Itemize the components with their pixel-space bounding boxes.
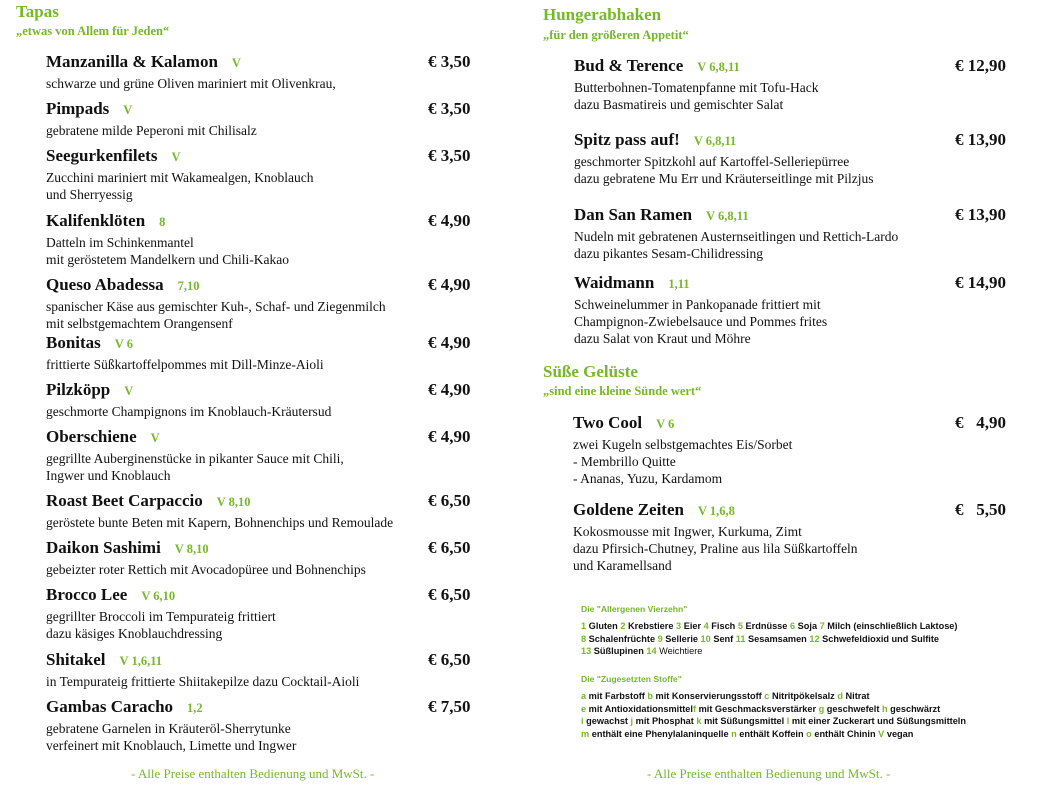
- legend-label: Schwefeldioxid und Sulfite: [819, 633, 940, 644]
- menu-item: [46, 538, 366, 578]
- menu-item-tag: V 8,10: [216, 495, 251, 509]
- menu-item-price: € 6,50: [428, 585, 471, 604]
- menu-item-price: € 3,50: [428, 99, 471, 118]
- legend-code: k: [696, 716, 702, 726]
- menu-item: [573, 500, 858, 574]
- hunger-subtitle: „für den größeren Appetit“: [543, 28, 689, 42]
- menu-item-price: € 12,90: [955, 56, 1006, 75]
- menu-item-name: [46, 650, 359, 671]
- menu-item-tag: V 6: [114, 337, 133, 351]
- menu-item-name: [573, 413, 792, 434]
- legend-label: geschwärzt: [887, 703, 941, 714]
- allergen-legend-title: Die "Allergenen Vierzehn": [581, 604, 688, 614]
- menu-item-name: [46, 380, 331, 401]
- legend-code: l: [786, 716, 790, 726]
- legend-line: [581, 620, 957, 633]
- legend-label: mit Geschmacksverstärker: [696, 703, 819, 714]
- legend-line: [581, 703, 966, 716]
- menu-item-title: Pimpads: [46, 99, 110, 118]
- menu-item-title: Goldene Zeiten: [573, 500, 684, 519]
- additive-legend-title: Die "Zugesetzten Stoffe": [581, 674, 682, 684]
- suesse-title: Süße Gelüste: [543, 362, 638, 381]
- legend-code: 5: [737, 621, 743, 631]
- menu-item-description: Champignon-Zwiebelsauce und Pommes frites: [574, 314, 828, 329]
- menu-item-price: € 4,90: [428, 380, 471, 399]
- allergen-legend: [581, 604, 957, 658]
- menu-item-name: [574, 205, 898, 226]
- menu-item-tag: 1,2: [187, 701, 203, 715]
- menu-item-tag: 7,10: [177, 279, 200, 293]
- menu-item-description: gegrillter Broccoli im Tempurateig frittiert: [46, 609, 276, 624]
- menu-item: [46, 491, 393, 531]
- legend-label: mit Phosphat: [633, 716, 697, 726]
- legend-code: 7: [819, 621, 825, 631]
- menu-item-price: € 6,50: [428, 538, 471, 557]
- menu-item-name: [573, 500, 858, 521]
- menu-item-description: und Karamellsand: [573, 558, 672, 573]
- legend-code: 8: [581, 633, 587, 644]
- menu-item-tag: V 1,6,8: [697, 504, 735, 518]
- menu-item-name: [46, 333, 324, 354]
- additive-lines: [581, 690, 966, 740]
- menu-item-price: € 4,90: [428, 333, 471, 352]
- tapas-title: Tapas: [16, 2, 59, 21]
- menu-item-tag: V 1,6,11: [119, 654, 163, 668]
- tapas-subtitle: „etwas von Allem für Jeden“: [16, 24, 170, 38]
- legend-label: Soja: [795, 621, 820, 631]
- menu-item: [574, 130, 874, 187]
- menu-item: [46, 275, 386, 332]
- menu-item-description: frittierte Süßkartoffelpommes mit Dill-Minze-Aioli: [46, 357, 324, 372]
- legend-code: c: [764, 691, 770, 701]
- menu-item-description: Datteln im Schinkenmantel: [46, 235, 194, 250]
- menu-item-description: dazu Basmatireis und gemischter Salat: [574, 97, 784, 112]
- menu-item-name: [46, 211, 289, 232]
- menu-item-description: - Membrillo Quitte: [573, 454, 676, 469]
- legend-code: f: [692, 703, 697, 714]
- menu-item-name: [46, 697, 296, 718]
- legend-label: enthält Chinin: [811, 728, 879, 739]
- menu-item-description: dazu Salat von Kraut und Möhre: [574, 331, 751, 346]
- legend-line: [581, 715, 966, 728]
- menu-item-description: Kokosmousse mit Ingwer, Kurkuma, Zimt: [573, 524, 802, 539]
- menu-item: [46, 146, 313, 203]
- menu-item-price: € 6,50: [428, 650, 471, 669]
- menu-item-title: Brocco Lee: [46, 585, 128, 604]
- menu-item-description: zwei Kugeln selbstgemachtes Eis/Sorbet: [573, 437, 793, 452]
- menu-item-name: [46, 491, 393, 512]
- legend-code: 9: [657, 633, 663, 644]
- menu-item-description: und Sherryessig: [46, 187, 133, 202]
- menu-item-tag: V 8,10: [174, 542, 209, 556]
- menu-item-description: - Ananas, Yuzu, Kardamom: [573, 471, 723, 486]
- legend-label: mit Süßungsmittel: [701, 716, 787, 726]
- menu-item-name: [574, 130, 874, 151]
- menu-item-title: Dan San Ramen: [574, 205, 693, 224]
- menu-item-title: Manzanilla & Kalamon: [46, 52, 218, 71]
- legend-label: Gluten: [586, 621, 621, 631]
- menu-item-price: € 3,50: [428, 146, 471, 165]
- legend-label: enthält eine Phenylalaninquelle: [589, 728, 732, 739]
- menu-item-description: dazu pikantes Sesam-Chilidressing: [574, 246, 763, 261]
- legend-label: gewachst: [583, 716, 631, 726]
- menu-item-description: dazu Pfirsich-Chutney, Praline aus lila Süßkartoffeln: [573, 541, 858, 556]
- menu-item-description: dazu käsiges Knoblauchdressing: [46, 626, 223, 641]
- menu-item-price: € 5,50: [955, 500, 1006, 519]
- legend-label: Eier: [681, 621, 704, 631]
- legend-label: Schalenfrüchte: [586, 633, 658, 644]
- legend-code: 2: [620, 621, 626, 631]
- menu-item-title: Spitz pass auf!: [574, 130, 680, 149]
- menu-item-price: € 4,90: [955, 413, 1006, 432]
- menu-item-description: gebratene Garnelen in Kräuteröl-Sherrytunke: [46, 721, 291, 736]
- legend-code: i: [581, 716, 584, 726]
- menu-item: [574, 273, 827, 347]
- menu-item: [46, 211, 289, 268]
- menu-item-price: € 14,90: [955, 273, 1006, 292]
- legend-label: Sellerie: [662, 633, 701, 644]
- menu-item-price: € 6,50: [428, 491, 471, 510]
- legend-code: 12: [809, 633, 820, 644]
- menu-item-name: [46, 538, 366, 559]
- legend-code: 11: [735, 633, 746, 644]
- menu-item: [46, 52, 336, 92]
- menu-item-name: [46, 275, 386, 296]
- menu-item: [46, 427, 344, 484]
- legend-label: Süßlupinen: [591, 646, 647, 656]
- menu-item-tag: V 6,8,11: [697, 60, 740, 74]
- menu-item: [573, 413, 792, 487]
- menu-item-tag: V 6,10: [141, 589, 176, 603]
- legend-code: 4: [703, 621, 709, 631]
- legend-code: 3: [676, 621, 682, 631]
- menu-item-description: geröstete bunte Beten mit Kapern, Bohnenchips und Remoulade: [46, 515, 394, 530]
- menu-item-title: Daikon Sashimi: [46, 538, 161, 557]
- menu-item-description: Butterbohnen-Tomatenpfanne mit Tofu-Hack: [574, 80, 819, 95]
- legend-label: vegan: [884, 728, 914, 739]
- menu-item-price: € 4,90: [428, 211, 471, 230]
- menu-item-description: schwarze und grüne Oliven mariniert mit Olivenkrau,: [46, 76, 336, 91]
- legend-label: Krebstiere: [625, 621, 677, 631]
- legend-label: Milch (einschließlich Laktose): [824, 621, 958, 631]
- menu-item-title: Pilzköpp: [46, 380, 111, 399]
- legend-label: Fisch: [708, 621, 738, 631]
- menu-item-tag: V: [124, 384, 134, 398]
- menu-item-name: [46, 99, 257, 120]
- legend-code: d: [837, 691, 843, 701]
- menu-item-description: verfeinert mit Knoblauch, Limette und Ingwer: [46, 738, 297, 753]
- menu-item-name: [46, 52, 336, 73]
- menu-item-description: mit selbstgemachtem Orangensenf: [46, 316, 233, 331]
- menu-item-description: gegrillte Auberginenstücke in pikanter Sauce mit Chili,: [46, 451, 344, 466]
- menu-item-name: [574, 56, 819, 77]
- menu-item-description: mit geröstetem Mandelkern und Chili-Kakao: [46, 252, 289, 267]
- legend-line: [581, 690, 966, 703]
- legend-label: mit einer Zuckerart und Süßungsmitteln: [789, 716, 966, 726]
- legend-code: g: [818, 703, 825, 714]
- hunger-title: Hungerabhaken: [543, 5, 662, 24]
- menu-item-title: Bonitas: [46, 333, 101, 352]
- menu-item: [46, 99, 257, 139]
- menu-item-name: [46, 585, 276, 606]
- menu-item-description: geschmorte Champignons im Knoblauch-Kräutersud: [46, 404, 332, 419]
- legend-label: enthält Koffein: [736, 728, 807, 739]
- menu-item-description: spanischer Käse aus gemischter Kuh-, Schaf- und Ziegenmilch: [46, 299, 386, 314]
- menu-item-tag: V 6,8,11: [706, 209, 749, 223]
- menu-item-description: dazu gebratene Mu Err und Kräuterseitlinge mit Pilzjus: [574, 171, 874, 186]
- menu-item: [46, 380, 331, 420]
- legend-code: 14: [646, 646, 657, 656]
- menu-item-description: gebratene milde Peperoni mit Chilisalz: [46, 123, 257, 138]
- menu-item-price: € 13,90: [955, 130, 1006, 149]
- menu-item-description: gebeizter roter Rettich mit Avocadopüree und Bohnenchips: [46, 562, 366, 577]
- menu-item-title: Shitakel: [46, 650, 106, 669]
- menu-item-description: Zucchini mariniert mit Wakamealgen, Knoblauch: [46, 170, 314, 185]
- menu-item-tag: V: [123, 103, 133, 117]
- menu-item-description: Schweinelummer in Pankopanade frittiert mit: [574, 297, 821, 312]
- menu-item-title: Kalifenklöten: [46, 211, 146, 230]
- menu-item-tag: V: [150, 431, 160, 445]
- menu-item-name: [574, 273, 827, 294]
- legend-label: Senf: [710, 633, 736, 644]
- legend-label: geschwefelt: [824, 703, 882, 714]
- legend-code: h: [881, 703, 888, 714]
- menu-item: [574, 205, 898, 262]
- legend-label: Nitrat: [842, 691, 870, 701]
- menu-item-tag: V 6: [656, 417, 675, 431]
- menu-item-tag: V: [231, 56, 241, 70]
- legend-code: 1: [581, 621, 587, 631]
- menu-item-title: Roast Beet Carpaccio: [46, 491, 203, 510]
- menu-item-price: € 4,90: [428, 427, 471, 446]
- menu-item-description: geschmorter Spitzkohl auf Kartoffel-Selleriepürree: [574, 154, 850, 169]
- menu-item-name: [46, 146, 313, 167]
- legend-label: Weichtiere: [656, 646, 703, 656]
- legend-label: mit Antioxidationsmittel: [586, 703, 693, 714]
- legend-code: m: [581, 728, 590, 739]
- legend-label: mit Konservierungsstoff: [653, 691, 765, 701]
- legend-code: n: [731, 728, 737, 739]
- legend-code: 10: [700, 633, 711, 644]
- legend-code: b: [647, 691, 653, 701]
- menu-item-description: in Tempurateig frittierte Shiitakepilze dazu Cocktail-Aioli: [46, 674, 360, 689]
- menu-item-tag: 1,11: [668, 277, 690, 291]
- menu-item-tag: 8: [159, 215, 166, 229]
- suesse-subtitle: „sind eine kleine Sünde wert“: [543, 384, 702, 398]
- menu-item-title: Oberschiene: [46, 427, 137, 446]
- legend-line: [581, 645, 957, 658]
- legend-label: Nitritpökelsalz: [769, 691, 838, 701]
- menu-item-title: Waidmann: [574, 273, 655, 292]
- legend-label: Erdnüsse: [742, 621, 790, 631]
- menu-item-price: € 7,50: [428, 697, 471, 716]
- menu-item-name: [46, 427, 344, 448]
- menu-item-price: € 3,50: [428, 52, 471, 71]
- menu-item: [46, 697, 296, 754]
- legend-code: 6: [789, 621, 796, 631]
- legend-code: 13: [581, 646, 592, 656]
- menu-item: [574, 56, 819, 113]
- legend-code: a: [581, 691, 587, 701]
- allergen-lines: [581, 620, 957, 658]
- legend-line: [581, 728, 966, 741]
- menu-item-title: Queso Abadessa: [46, 275, 164, 294]
- menu-item-title: Gambas Caracho: [46, 697, 174, 716]
- legend-code: e: [581, 703, 587, 714]
- footer-note-left: - Alle Preise enthalten Bedienung und MwSt. -: [131, 766, 375, 781]
- legend-line: [581, 633, 957, 646]
- menu-item-description: Ingwer und Knoblauch: [46, 468, 171, 483]
- menu-item-tag: V: [171, 150, 181, 164]
- menu-item: [46, 650, 359, 690]
- menu-item-tag: V 6,8,11: [693, 134, 737, 148]
- menu-item: [46, 585, 276, 642]
- legend-code: o: [806, 728, 812, 739]
- menu-item-title: Seegurkenfilets: [46, 146, 158, 165]
- additive-legend: [581, 674, 966, 740]
- menu-item-price: € 13,90: [955, 205, 1006, 224]
- legend-label: Sesamsamen: [745, 633, 810, 644]
- menu-item: [46, 333, 324, 373]
- menu-item-title: Two Cool: [573, 413, 643, 432]
- menu-item-price: € 4,90: [428, 275, 471, 294]
- legend-code: V: [878, 728, 885, 739]
- menu-item-description: Nudeln mit gebratenen Austernseitlingen und Rettich-Lardo: [574, 229, 899, 244]
- menu-item-title: Bud & Terence: [574, 56, 684, 75]
- footer-note-right: - Alle Preise enthalten Bedienung und MwSt. -: [647, 766, 891, 781]
- legend-label: mit Farbstoff: [586, 691, 648, 701]
- legend-code: j: [630, 716, 634, 726]
